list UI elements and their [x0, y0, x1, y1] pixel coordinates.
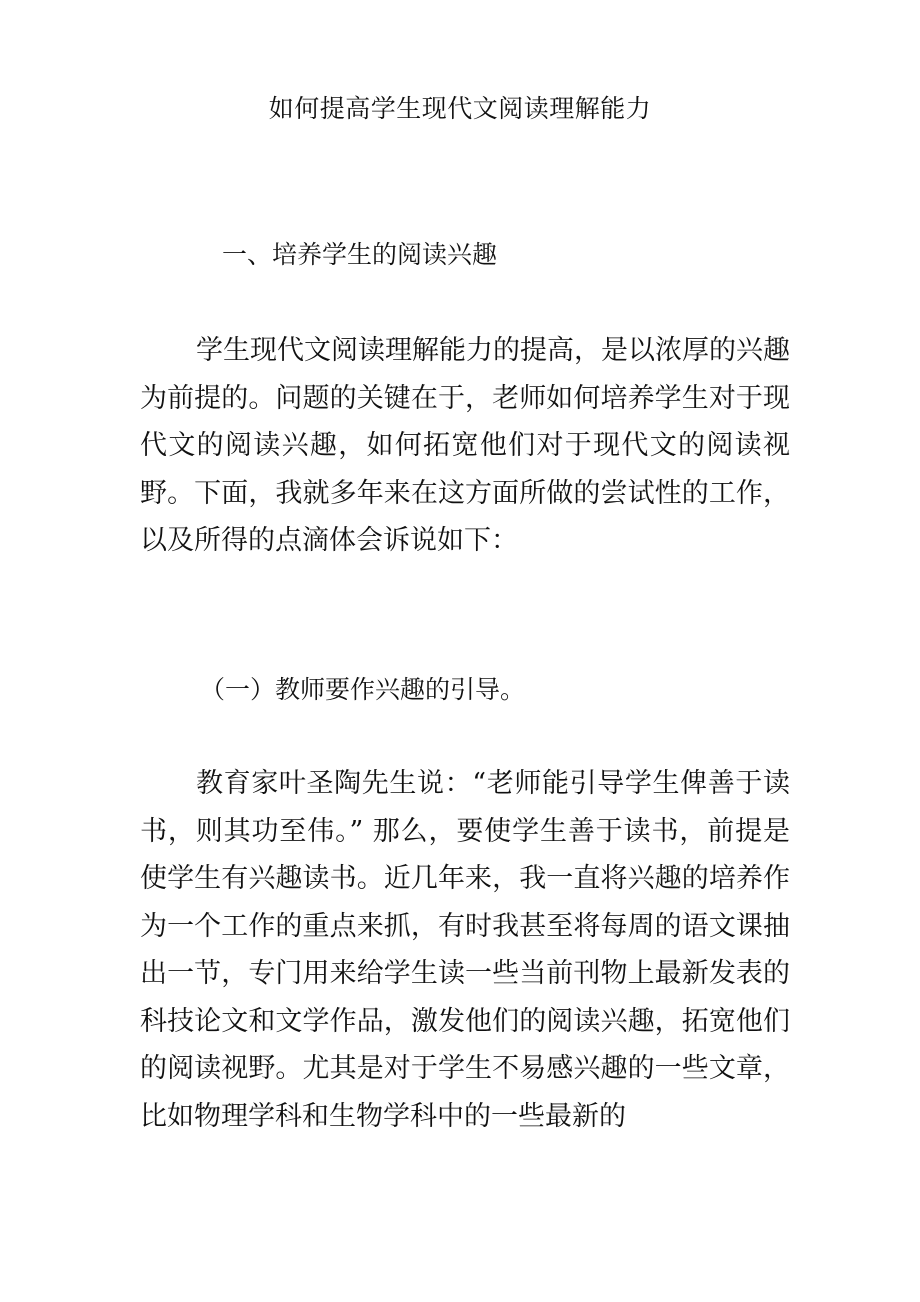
document-title: 如何提高学生现代文阅读理解能力	[268, 94, 652, 123]
section-heading: 一、培养学生的阅读兴趣	[222, 240, 498, 269]
body-paragraph: 教育家叶圣陶先生说：“老师能引导学生俾善于读书，则其功至伟。” 那么，要使学生善于读书，前提是使学生有兴趣读书。近几年来，我一直将兴趣的培养作为一个工作的重点来抓，有时我甚至将每周的语文课抽出一节，专门用来给学生读一些当前刊物上最新发表的科技论文和文学作品，激发他们的阅读兴趣，拓宽他们的阅读视野。尤其是对于学生不易感兴趣的一些文章，比如物理学科和生物学科中的一些最新的	[140, 768, 790, 1132]
body-paragraph: 学生现代文阅读理解能力的提高，是以浓厚的兴趣为前提的。问题的关键在于，老师如何培养学生对于现代文的阅读兴趣，如何拓宽他们对于现代文的阅读视野。下面，我就多年来在这方面所做的尝试性的工作，以及所得的点滴体会诉说如下：	[140, 335, 790, 556]
subsection-heading: （一）教师要作兴趣的引导。	[200, 675, 526, 704]
